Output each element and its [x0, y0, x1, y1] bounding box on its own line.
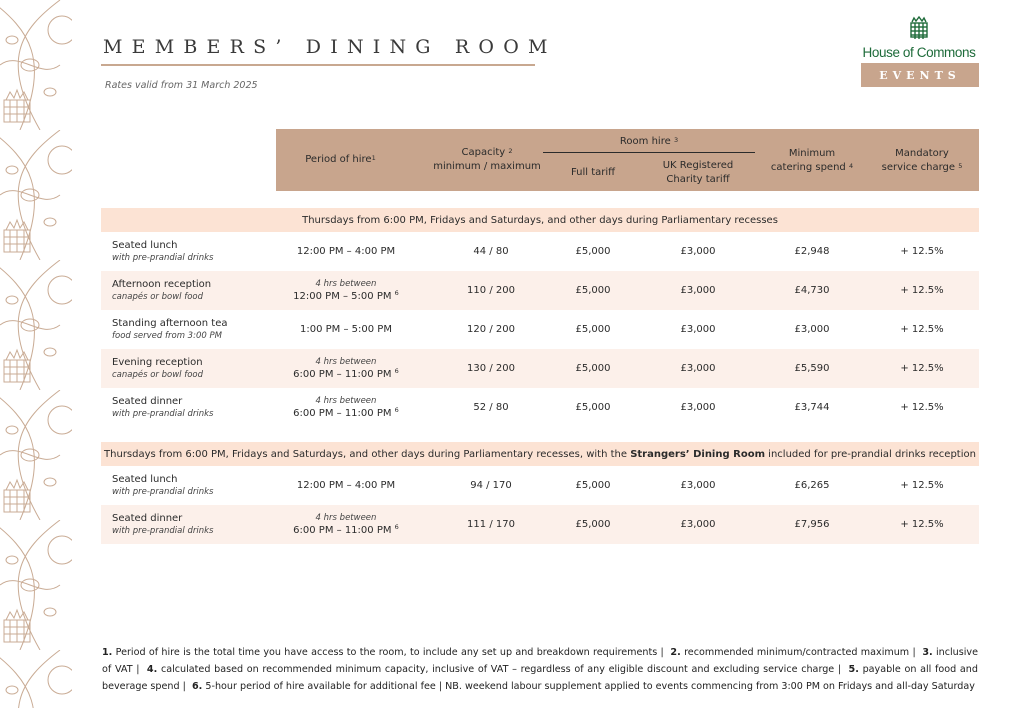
- event-subtitle: with pre-prandial drinks: [112, 526, 214, 536]
- period-time: 12:00 PM – 5:00 PM: [293, 291, 392, 302]
- period-prefix: 4 hrs between: [315, 279, 377, 289]
- charity-tariff: £3,000: [680, 480, 716, 491]
- period-footnote: 6: [394, 406, 399, 414]
- service-charge: + 12.5%: [900, 285, 944, 296]
- table-row: [101, 232, 979, 271]
- event-subtitle: with pre-prandial drinks: [112, 487, 214, 497]
- header-charity-tariff: UK Registered Charity tariff: [662, 160, 734, 185]
- event-name: Standing afternoon tea: [112, 318, 228, 329]
- period-of-hire: [271, 505, 421, 544]
- event-type: [112, 466, 213, 505]
- section-heading: Thursdays from 6:00 PM, Fridays and Saturdays, and other days during Parliamentary recesses, with the Strangers’ Dining Room included for pre-prandial drinks reception: [101, 442, 979, 466]
- table-row: [101, 505, 979, 544]
- period-time: 6:00 PM – 11:00 PM: [293, 369, 392, 380]
- service-charge: + 12.5%: [900, 480, 944, 491]
- portcullis-icon: [909, 16, 929, 40]
- header-service-charge: Mandatory service charge $^5$: [881, 148, 963, 173]
- charity-tariff: £3,000: [680, 324, 716, 335]
- table-row: [101, 466, 979, 505]
- capacity: 130 / 200: [467, 363, 515, 374]
- page-title: MEMBERS’ DINING ROOM: [103, 36, 557, 58]
- event-subtitle: food served from 3:00 PM: [112, 331, 222, 341]
- capacity: 110 / 200: [467, 285, 515, 296]
- table-row: [101, 271, 979, 310]
- event-type: [112, 232, 213, 271]
- service-charge: + 12.5%: [900, 519, 944, 530]
- event-type: [112, 388, 213, 427]
- minimum-catering-spend: £3,000: [794, 324, 830, 335]
- logo-text: House of Commons: [862, 45, 976, 60]
- title-divider: [101, 64, 535, 66]
- rates-valid-date: Rates valid from 31 March 2025: [105, 80, 258, 91]
- period-time: 12:00 PM – 4:00 PM: [296, 246, 396, 257]
- minimum-catering-spend: £2,948: [794, 246, 830, 257]
- period-footnote: 6: [394, 367, 399, 375]
- period-time: 6:00 PM – 11:00 PM: [293, 525, 392, 536]
- service-charge: + 12.5%: [900, 246, 944, 257]
- full-tariff: £5,000: [575, 324, 611, 335]
- full-tariff: £5,000: [575, 285, 611, 296]
- capacity: 111 / 170: [467, 519, 515, 530]
- event-name: Seated lunch: [112, 474, 178, 485]
- event-name: Seated lunch: [112, 240, 178, 251]
- period-time: 6:00 PM – 11:00 PM: [293, 408, 392, 419]
- capacity: 94 / 170: [470, 480, 512, 491]
- minimum-catering-spend: £4,730: [794, 285, 830, 296]
- period-footnote: 6: [394, 523, 399, 531]
- event-subtitle: canapés or bowl food: [112, 292, 204, 302]
- service-charge: + 12.5%: [900, 324, 944, 335]
- period-prefix: 4 hrs between: [315, 513, 377, 523]
- charity-tariff: £3,000: [680, 402, 716, 413]
- event-type: [112, 505, 213, 544]
- period-of-hire: [271, 271, 421, 310]
- full-tariff: £5,000: [575, 246, 611, 257]
- event-type: [112, 310, 228, 349]
- header-period: Period of hire$^1$: [305, 154, 376, 165]
- header-capacity: Capacity $^2$ minimum / maximum: [433, 147, 541, 172]
- section-heading: Thursdays from 6:00 PM, Fridays and Saturdays, and other days during Parliamentary recesses: [101, 208, 979, 232]
- period-prefix: 4 hrs between: [315, 396, 377, 406]
- table-row: [101, 388, 979, 427]
- service-charge: + 12.5%: [900, 402, 944, 413]
- table-row: [101, 349, 979, 388]
- period-time: 1:00 PM – 5:00 PM: [300, 324, 392, 335]
- period-of-hire: [271, 388, 421, 427]
- event-type: [112, 271, 211, 310]
- event-name: Seated dinner: [112, 396, 183, 407]
- event-name: Afternoon reception: [112, 279, 212, 290]
- service-charge: + 12.5%: [900, 363, 944, 374]
- period-of-hire: [271, 310, 421, 349]
- decorative-portcullis-pattern: [0, 0, 72, 708]
- event-subtitle: with pre-prandial drinks: [112, 253, 214, 263]
- period-footnote: 6: [394, 289, 399, 297]
- footnotes: 1. Period of hire is the total time you have access to the room, to include any set up and breakdown requirements | 2. recommended minimum/contracted maximum | 3. inclusive of VAT | 4. calculated based on recommended minimum capacity, inclusive of VAT – regardless of any eligible discount and excluding service charge | 5. payable on all food and beverage spend | 6. 5-hour period of hire available for additional fee | NB. weekend labour supplement applied to events commencing from 3:00 PM on Fridays and all-day Saturday: [102, 647, 978, 692]
- event-name: Seated dinner: [112, 513, 183, 524]
- minimum-catering-spend: £6,265: [794, 480, 830, 491]
- header-full-tariff: Full tariff: [570, 167, 616, 178]
- minimum-catering-spend: £5,590: [794, 363, 830, 374]
- header-room-hire: Room hire $^3$: [619, 136, 679, 147]
- period-of-hire: [271, 466, 421, 505]
- minimum-catering-spend: £7,956: [794, 519, 830, 530]
- house-of-commons-logo: [858, 16, 980, 60]
- event-name: Evening reception: [112, 357, 203, 368]
- full-tariff: £5,000: [575, 402, 611, 413]
- event-type: [112, 349, 203, 388]
- full-tariff: £5,000: [575, 519, 611, 530]
- table-header: [276, 129, 979, 191]
- minimum-catering-spend: £3,744: [794, 402, 830, 413]
- period-prefix: 4 hrs between: [315, 357, 377, 367]
- full-tariff: £5,000: [575, 480, 611, 491]
- header-minimum-catering: Minimum catering spend $^4$: [770, 148, 854, 173]
- capacity: 120 / 200: [467, 324, 515, 335]
- charity-tariff: £3,000: [680, 246, 716, 257]
- charity-tariff: £3,000: [680, 285, 716, 296]
- event-subtitle: with pre-prandial drinks: [112, 409, 214, 419]
- charity-tariff: £3,000: [680, 519, 716, 530]
- period-of-hire: [271, 349, 421, 388]
- room-hire-divider: [543, 152, 755, 153]
- charity-tariff: £3,000: [680, 363, 716, 374]
- period-time: 12:00 PM – 4:00 PM: [296, 480, 396, 491]
- capacity: 52 / 80: [473, 402, 509, 413]
- full-tariff: £5,000: [575, 363, 611, 374]
- table-row: [101, 310, 979, 349]
- events-badge: EVENTS: [861, 63, 979, 87]
- event-subtitle: canapés or bowl food: [112, 370, 204, 380]
- capacity: 44 / 80: [473, 246, 509, 257]
- period-of-hire: [271, 232, 421, 271]
